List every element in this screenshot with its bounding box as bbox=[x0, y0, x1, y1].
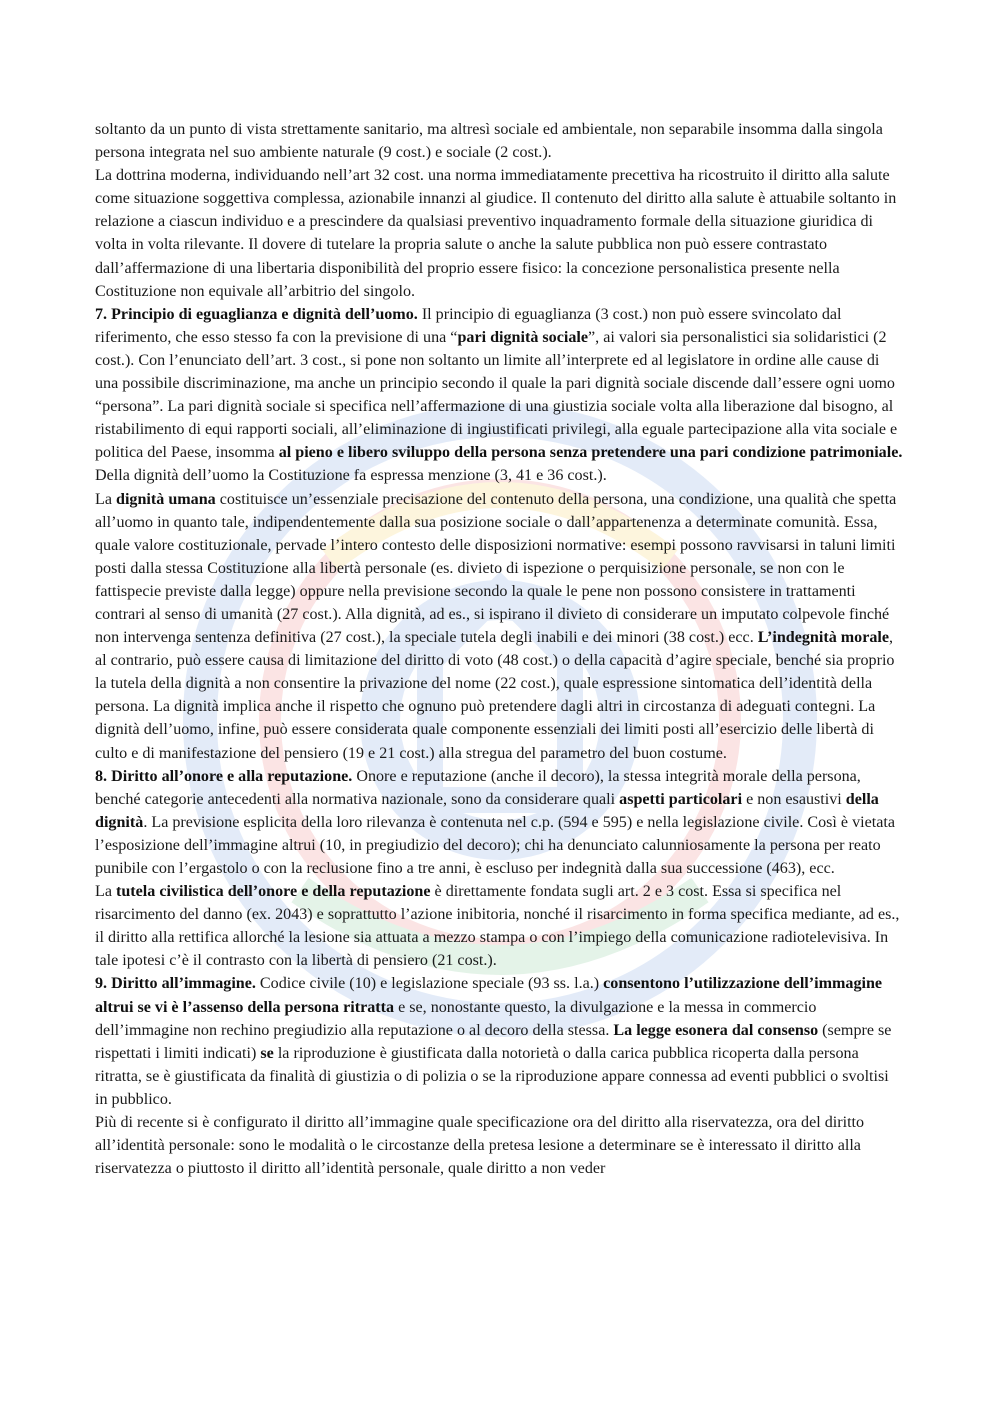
text-run: e non esaustivi bbox=[742, 790, 846, 808]
text-run: è direttamente fondata sugli art. 2 e 3 cost. Essa si specifica nel risarcimento del danno (ex. 2043) e soprattutto l’azione inibitoria, nonché il risarcimento in forma specifica mediante, ad es., il diritto alla rettifica allorché la lesione sia attuata a mezzo stampa o con l’impiego della comunicazione radiotelevisiva. In tale ipotesi c’è il contrasto con la libertà di pensiero (21 cost.). bbox=[95, 883, 900, 970]
bold-text: al pieno e libero sviluppo della persona senza pretendere una pari condizione patrimoniale. bbox=[278, 444, 903, 462]
bold-text: 7. Principio di eguaglianza e dignità dell’uomo. bbox=[95, 305, 418, 323]
paragraph-sanitario bbox=[95, 118, 905, 164]
text-run: e se, nonostante questo, la divulgazione e la messa in commercio dell’immagine non rechino pregiudizio alla reputazione o al decoro della stessa. bbox=[95, 998, 817, 1039]
bold-text: 8. Diritto all’onore e alla reputazione. bbox=[95, 767, 353, 785]
text-run: Della dignità dell’uomo la Costituzione fa espressa menzione (3, 41 e 36 cost.). bbox=[95, 467, 607, 485]
text-run: La bbox=[95, 883, 116, 901]
paragraph-dignita-umana bbox=[95, 488, 905, 765]
text-run: (sempre se rispettati i limiti indicati) bbox=[95, 1021, 892, 1062]
bold-text: dignità umana bbox=[116, 490, 216, 508]
paragraph-dottrina bbox=[95, 164, 905, 303]
bold-text: se bbox=[260, 1044, 274, 1062]
paragraph-sezione-8 bbox=[95, 765, 905, 880]
paragraph-sezione-7 bbox=[95, 303, 905, 488]
bold-text: 9. Diritto all’immagine. bbox=[95, 975, 256, 993]
paragraph-riservatezza bbox=[95, 1111, 905, 1180]
document-body bbox=[95, 118, 905, 1180]
paragraph-tutela-civilistica bbox=[95, 880, 905, 972]
bold-text: della dignità bbox=[95, 790, 879, 831]
text-run: Il principio di eguaglianza (3 cost.) non può essere svincolato dal riferimento, che esso stesso fa con la previsione di una “ bbox=[95, 305, 842, 346]
text-run: soltanto da un punto di vista strettamente sanitario, ma altresì sociale ed ambientale, non separabile insomma dalla singola persona integrata nel suo ambiente naturale (9 cost.) e sociale (2 cost.). bbox=[95, 121, 883, 162]
text-run: Più di recente si è configurato il diritto all’immagine quale specificazione ora del diritto alla riservatezza, ora del diritto all’identità personale: sono le modalità o le circostanze della pretesa lesione a determinare se è interessato il diritto alla riservatezza o piuttosto il diritto all’identità personale, quale diritto a non veder bbox=[95, 1114, 865, 1178]
text-run: La dottrina moderna, individuando nell’art 32 cost. una norma immediatamente precettiva ha ricostruito il diritto alla salute come situazione soggettiva complessa, azionabile innanzi al giudice. Il contenuto del diritto alla salute è attuabile soltanto in relazione a ciascun individuo e a prescindere da qualsiasi preventivo inquadramento formale della situazione giuridica di volta in volta rilevante. Il dovere di tutelare la propria salute o anche la salute pubblica non può essere contrastato dall’affermazione di una libertaria disponibilità del proprio essere fisico: la concezione personalistica presente nella Costituzione non equivale all’arbitrio del singolo. bbox=[95, 167, 897, 300]
bold-text: pari dignità sociale bbox=[457, 328, 588, 346]
text-run: , al contrario, può essere causa di limitazione del diritto di voto (48 cost.) o della capacità d’agire speciale, benché sia proprio la tutela della dignità a non consentire la privazione del nome (22 cost.), quale espressione sintomatica dell’identità della persona. La dignità implica anche il rispetto che ognuno può pretendere dagli altri in circostanza di adeguati contegni. La dignità dell’uomo, infine, può essere considerata quale componente essenziali dei limiti posti all’esercizio delle libertà di culto e di manifestazione del pensiero (19 e 21 cost.) alla stregua del parametro del buon costume. bbox=[95, 629, 895, 762]
bold-text: tutela civilistica dell’onore e della reputazione bbox=[116, 883, 431, 901]
paragraph-sezione-9 bbox=[95, 972, 905, 1111]
bold-text: La legge esonera dal consenso bbox=[613, 1021, 819, 1039]
text-run: costituisce un’essenziale precisazione del contenuto della persona, una condizione, una qualità che spetta all’uomo in quanto tale, indipendentemente dalla sua posizione sociale o dall’appartenenza a determinate comunità. Essa, quale valore costituzionale, pervade l’intero contesto delle disposizioni normative: esempi possono ravvisarsi in taluni limiti posti dalla stessa Costituzione alla libertà personale (es. divieto di ispezione o perquisizione personale, se non con le fattispecie previste dalla legge) oppure nella previsione secondo la quale le pene non possono consistere in trattamenti contrari al senso di umanità (27 cost.). Alla dignità, ad es., si ispirano il divieto di considerare un imputato colpevole finché non intervenga sentenza definitiva (27 cost.), la speciale tutela degli inabili e dei minori (38 cost.) ecc. bbox=[95, 490, 897, 647]
text-run: . La previsione esplicita della loro rilevanza è contenuta nel c.p. (594 e 595) e nella legislazione civile. Così è vietata l’esposizione dell’immagine altrui (10, in pregiudizio del decoro); chi ha denunciato calunniosamente la persona per reato punibile con l’ergastolo o con la reclusione fino a tre anni, è escluso per indegnità dalla sua successione (463), ecc. bbox=[95, 813, 895, 877]
text-run: Codice civile (10) e legislazione speciale (93 ss. l.a.) bbox=[255, 975, 604, 993]
bold-text: consentono l’utilizzazione dell’immagine altrui se vi è l’assenso della persona ritratta bbox=[95, 975, 883, 1016]
text-run: la riproduzione è giustificata dalla notorietà o dalla carica pubblica ricoperta dalla persona ritratta, se è giustificata da finalità di giustizia o di polizia o se la riproduzione appare connessa ad eventi pubblici o svoltisi in pubblico. bbox=[95, 1044, 889, 1108]
bold-text: L’indegnità morale bbox=[757, 629, 890, 647]
bold-text: aspetti particolari bbox=[619, 790, 743, 808]
text-run: ”, ai valori sia personalistici sia solidaristici (2 cost.). Con l’enunciato dell’art. 3 cost., si pone non soltanto un limite all’interprete ed al legislatore in ordine alle cause di una possibile discriminazione, ma anche un principio secondo il quale la pari dignità sociale discende dall’essere ogni uomo “persona”. La pari dignità sociale si specifica nell’affermazione di una giustizia sociale volta alla liberazione dal bisogno, al ristabilimento di equi rapporti sociali, all’eliminazione di ingiustificati privilegi, alla eguale partecipazione alla vita sociale e politica del Paese, insomma bbox=[95, 328, 898, 462]
text-run: Onore e reputazione (anche il decoro), la stessa integrità morale della persona, benché categorie antecedenti alla normativa nazionale, sono da considerare quali bbox=[95, 767, 861, 808]
text-run: La bbox=[95, 490, 116, 508]
